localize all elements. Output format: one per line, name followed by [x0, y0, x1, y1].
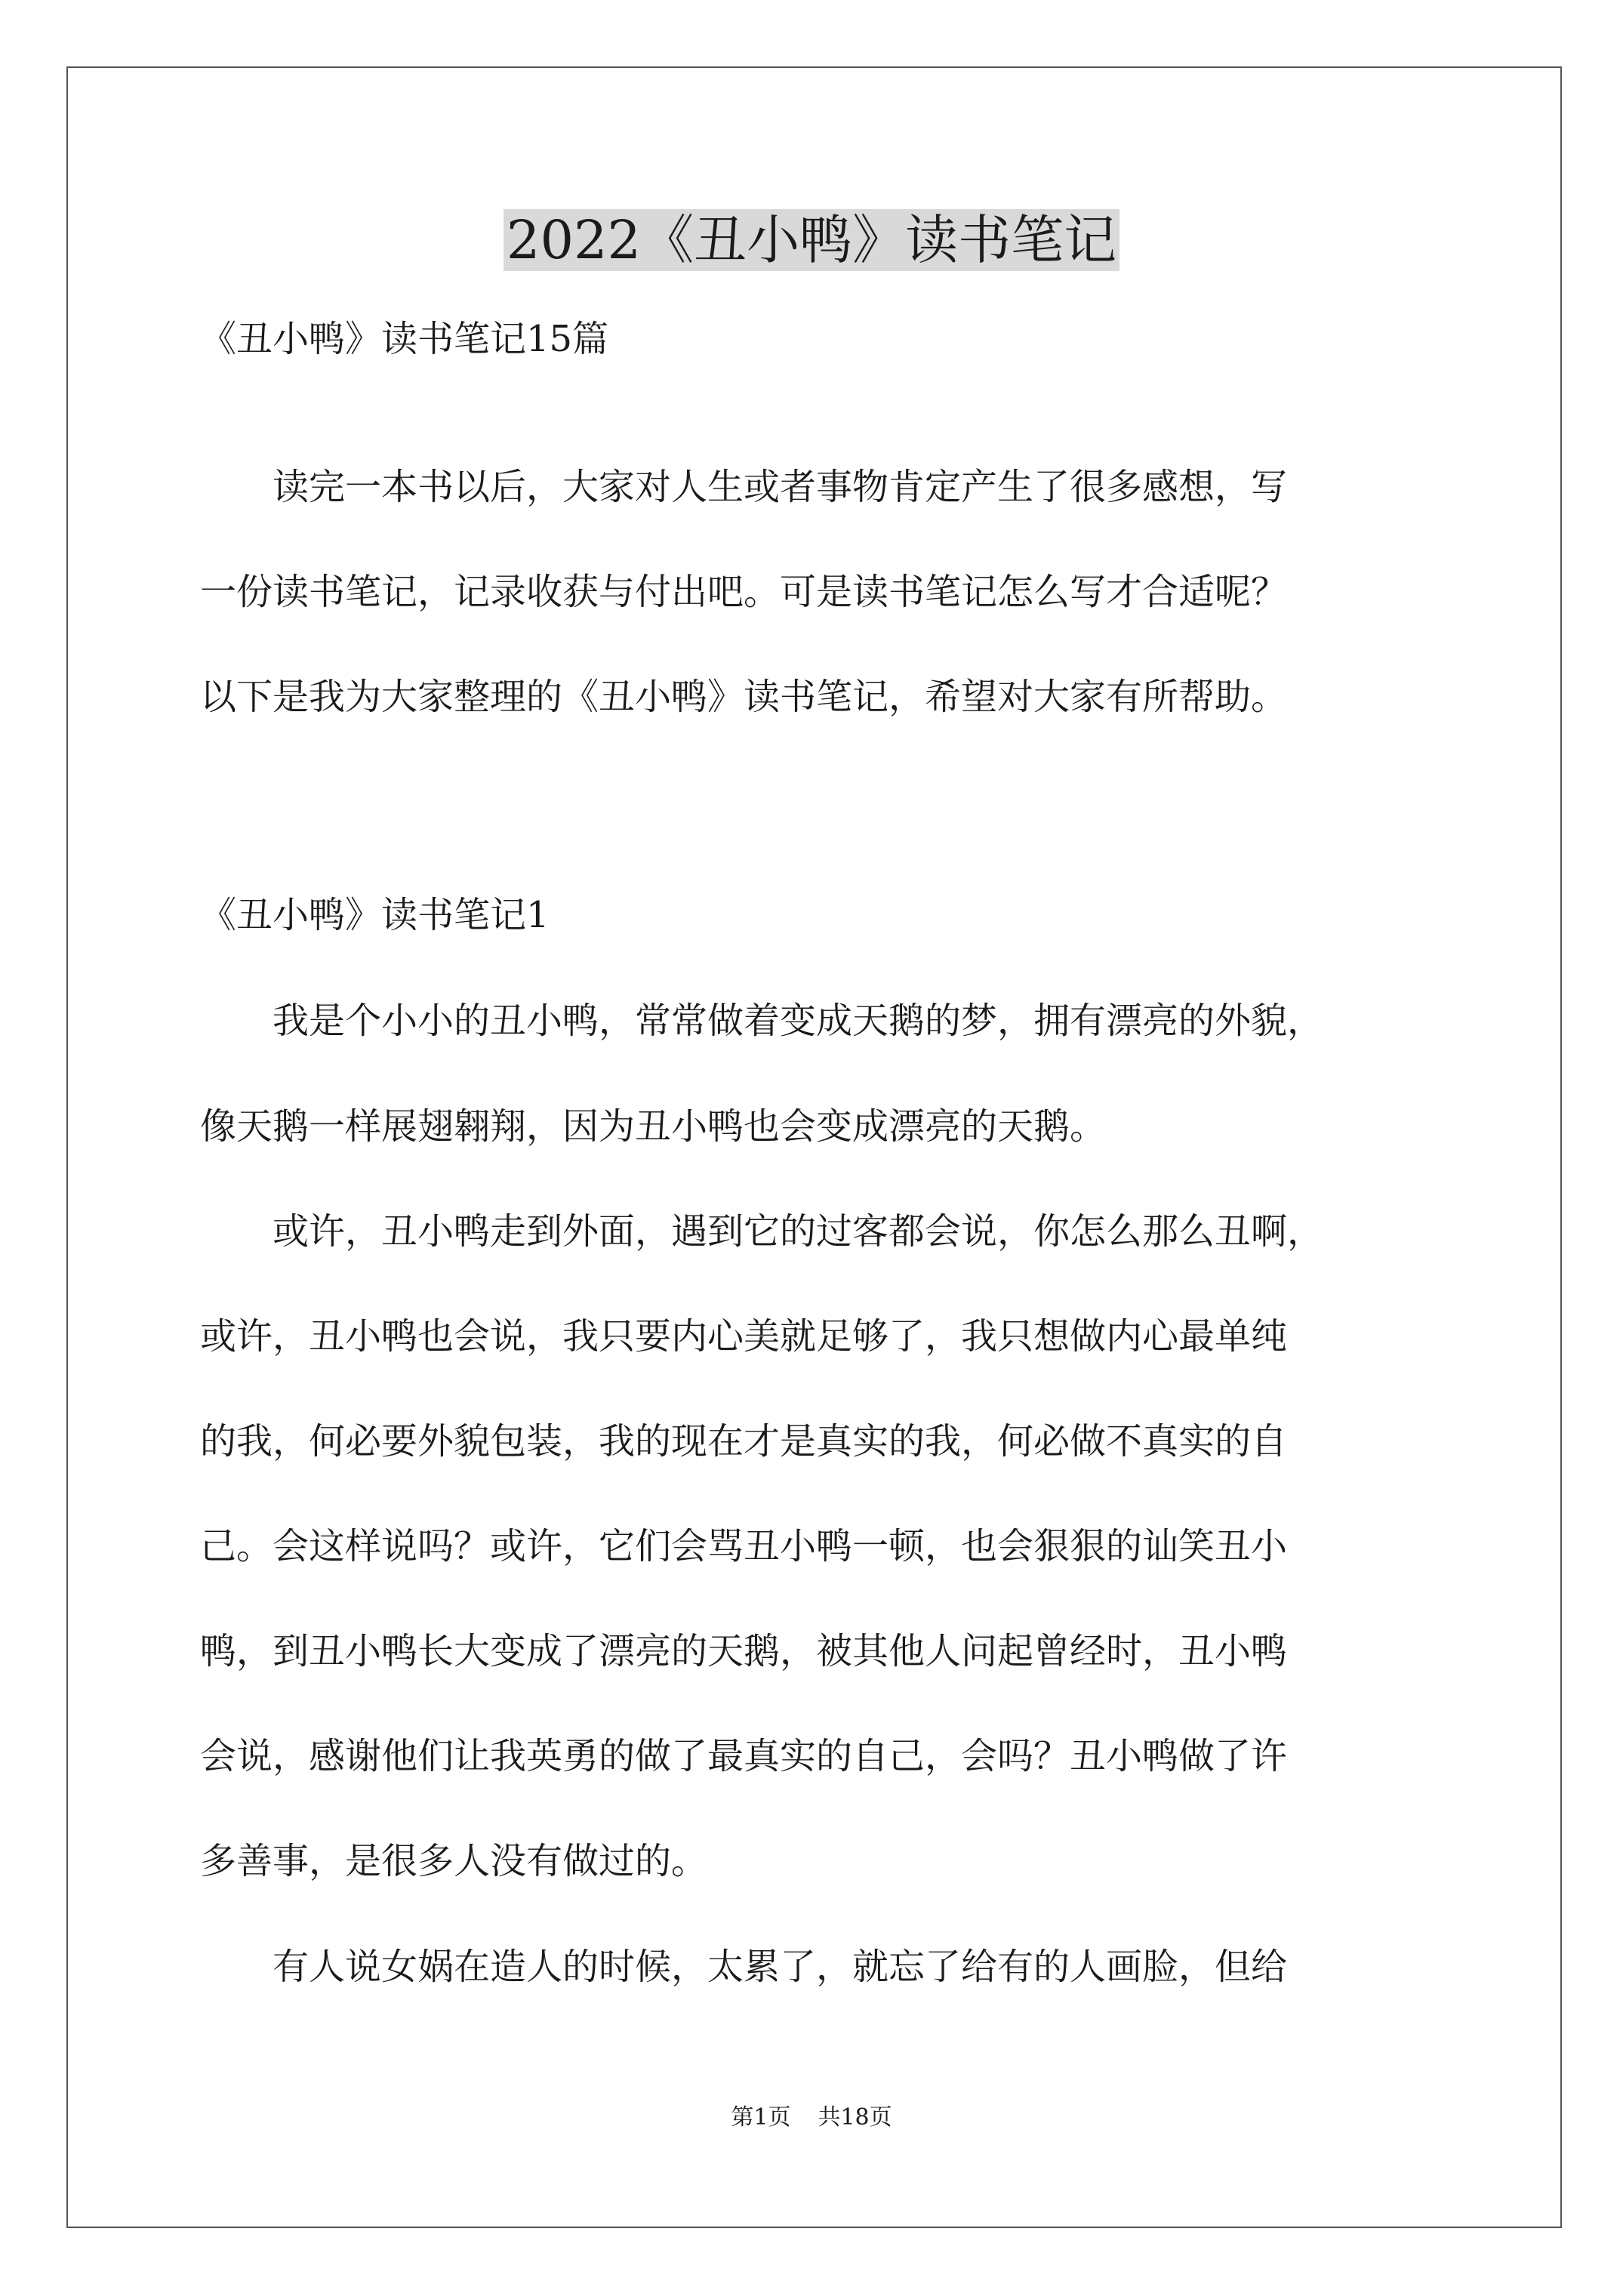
- paragraph-line: 我是个小小的丑小鸭，常常做着变成天鹅的梦，拥有漂亮的外貌，: [200, 1000, 1324, 1042]
- paragraph-line: 多善事，是很多人没有做过的。: [200, 1840, 708, 1882]
- paragraph-line: 鸭，到丑小鸭长大变成了漂亮的天鹅，被其他人问起曾经时，丑小鸭: [200, 1630, 1288, 1672]
- paragraph-line: 的我，何必要外貌包装，我的现在才是真实的我，何必做不真实的自: [200, 1420, 1288, 1462]
- page-number: 第1页: [731, 2104, 791, 2131]
- document-title-text: 2022《丑小鸭》读书笔记: [504, 209, 1119, 271]
- paragraph-line: 或许，丑小鸭也会说，我只要内心美就足够了，我只想做内心最单纯: [200, 1315, 1288, 1358]
- paragraph-line: 己。会这样说吗？或许，它们会骂丑小鸭一顿，也会狠狠的讪笑丑小: [200, 1525, 1288, 1567]
- page-footer: [0, 2103, 1623, 2133]
- section-heading: 《丑小鸭》读书笔记1: [200, 894, 550, 936]
- paragraph-line: 或许，丑小鸭走到外面，遇到它的过客都会说，你怎么那么丑啊，: [200, 1210, 1324, 1253]
- paragraph-line: 读完一本书以后，大家对人生或者事物肯定产生了很多感想，写: [200, 466, 1288, 508]
- paragraph-line: 像天鹅一样展翅翱翔，因为丑小鸭也会变成漂亮的天鹅。: [200, 1105, 1107, 1148]
- paragraph-line: 一份读书笔记，记录收获与付出吧。可是读书笔记怎么写才合适呢？: [200, 571, 1288, 613]
- paragraph-line: 有人说女娲在造人的时候，太累了，就忘了给有的人画脸，但给: [200, 1946, 1288, 1988]
- document-title: [0, 202, 1623, 278]
- paragraph-line: 会说，感谢他们让我英勇的做了最真实的自己，会吗？丑小鸭做了许: [200, 1735, 1288, 1777]
- page-total: 共18页: [818, 2104, 892, 2131]
- subtitle-line: 《丑小鸭》读书笔记15篇: [200, 318, 609, 360]
- paragraph-line: 以下是我为大家整理的《丑小鸭》读书笔记，希望对大家有所帮助。: [200, 676, 1288, 718]
